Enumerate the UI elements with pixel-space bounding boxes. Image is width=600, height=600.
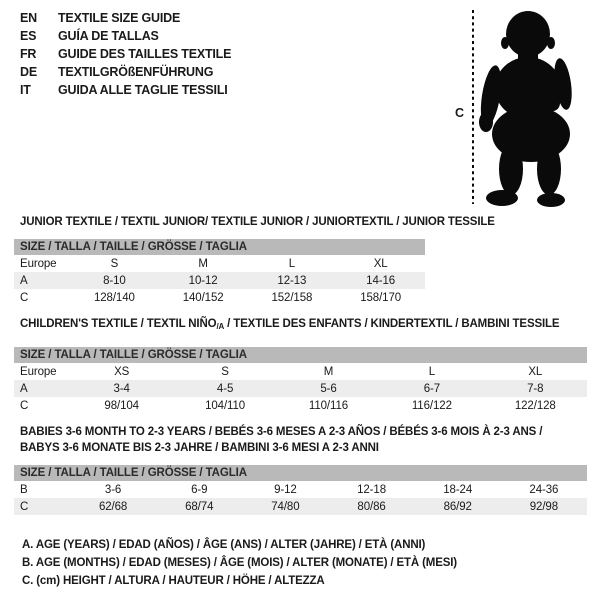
size-cell: 7-8 [484,380,587,397]
row-label: Europe [20,365,57,378]
table-row [14,380,587,397]
size-cell: 98/104 [104,399,139,412]
children-table-title [20,318,559,331]
babies-table-title [20,424,580,456]
row-label: C [14,498,70,515]
row-label: B [20,483,28,496]
size-cell: 62/68 [70,498,156,515]
legend-notes [22,536,457,590]
size-cell: XL [528,365,543,378]
size-cell: L [288,257,296,270]
language-code: FR [20,47,37,61]
note-height-cm: C. (cm) HEIGHT / ALTURA / HAUTEUR / HÖHE / ALTEZZA [22,575,325,587]
junior-size-table [14,239,425,306]
size-band-header: SIZE / TALLA / TAILLE / GRÖSSE / TAGLIA [14,465,587,481]
size-cell: L [428,365,436,378]
size-band-header: SIZE / TALLA / TAILLE / GRÖSSE / TAGLIA [14,347,587,363]
size-cell: 140/152 [182,291,224,304]
language-row-fr [20,45,231,63]
size-cell: 10-12 [159,272,248,289]
size-cell: 9-12 [274,483,297,496]
guide-title-fr: GUIDE DES TAILLES TEXTILE [58,47,232,61]
size-cell: 92/98 [501,498,587,515]
height-marker-label: C [455,106,465,120]
size-cell: XL [373,257,388,270]
row-label: Europe [20,257,57,270]
guide-title-es: GUÍA DE TALLAS [58,29,159,43]
size-cell: 68/74 [156,498,242,515]
language-code: DE [20,65,37,79]
size-cell: 158/170 [360,291,402,304]
note-age-years: A. AGE (YEARS) / EDAD (AÑOS) / ÂGE (ANS) / ALTER (JAHRE) / ETÀ (ANNI) [22,539,426,551]
language-header [20,9,231,99]
language-code: IT [20,83,31,97]
size-cell: 14-16 [336,272,425,289]
language-row-it [20,81,231,99]
size-cell: 116/122 [411,399,452,412]
size-cell: 104/110 [205,399,246,412]
table-row [14,289,425,306]
table-row [14,272,425,289]
row-label: A [14,380,70,397]
size-cell: S [221,365,229,378]
table-row [14,397,587,414]
size-cell: 6-9 [191,483,208,496]
size-cell: 86/92 [415,498,501,515]
size-cell: 3-4 [70,380,173,397]
size-cell: M [323,365,334,378]
children-title-sub: /A [216,322,225,331]
table-row [14,363,587,380]
table-row [14,255,425,272]
size-cell: 152/158 [271,291,313,304]
guide-title-it: GUIDA ALLE TAGLIE TESSILI [58,83,228,97]
size-cell: M [198,257,208,270]
language-row-es [20,27,231,45]
babies-size-table [14,465,587,515]
children-title-pre: CHILDREN'S TEXTILE / TEXTIL NIÑO [20,318,217,330]
language-row-de [20,63,231,81]
size-cell: 74/80 [242,498,328,515]
row-label: C [20,291,29,304]
size-cell: 128/140 [93,291,135,304]
junior-table-title: JUNIOR TEXTILE / TEXTIL JUNIOR/ TEXTILE JUNIOR / JUNIORTEXTIL / JUNIOR TESSILE [20,216,495,228]
size-cell: 24-36 [529,483,559,496]
size-cell: 3-6 [104,483,122,496]
size-cell: 122/128 [514,399,556,412]
babies-title-line2: BABYS 3-6 MONATE BIS 2-3 JAHRE / BAMBINI 3-6 MESI A 2-3 ANNI [20,442,379,454]
babies-title-line1: BABIES 3-6 MONTH TO 2-3 YEARS / BEBÉS 3-6 MESES A 2-3 AÑOS / BÉBÉS 3-6 MOIS À 2-3 ANS / [20,426,543,438]
row-label: C [20,399,29,412]
size-cell: 5-6 [277,380,380,397]
guide-title-en: TEXTILE SIZE GUIDE [58,11,181,25]
language-code: ES [20,29,37,43]
size-cell: 80/86 [328,498,414,515]
note-age-months: B. AGE (MONTHS) / EDAD (MESES) / ÂGE (MOIS) / ALTER (MONATE) / ETÀ (MESI) [22,557,457,569]
children-size-table [14,347,587,414]
guide-title-de: TEXTILGRÖßENFÜHRUNG [58,65,214,79]
size-cell: 110/116 [308,399,349,412]
table-row [14,481,587,498]
size-cell: 12-18 [357,483,386,496]
size-cell: XS [114,365,130,378]
size-band-header: SIZE / TALLA / TAILLE / GRÖSSE / TAGLIA [14,239,425,255]
size-cell: S [110,257,119,270]
size-cell: 8-10 [70,272,159,289]
language-row-en [20,9,231,27]
table-row [14,498,587,515]
size-cell: 18-24 [443,483,473,496]
size-cell: 4-5 [173,380,276,397]
row-label: A [14,272,70,289]
size-cell: 12-13 [248,272,337,289]
size-cell: 6-7 [380,380,483,397]
children-title-post: / TEXTILE DES ENFANTS / KINDERTEXTIL / BAMBINI TESSILE [224,318,560,330]
language-code: EN [20,11,37,25]
